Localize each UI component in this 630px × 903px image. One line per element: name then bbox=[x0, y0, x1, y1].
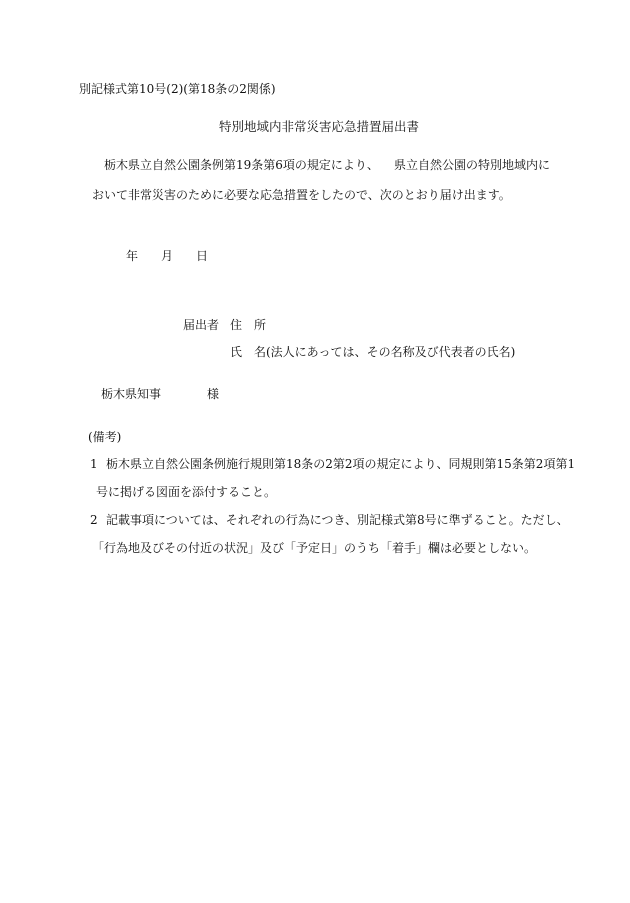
note-2-number: 2 bbox=[90, 513, 98, 527]
note-2-line2: 「行為地及びその付近の状況」及び「予定日」のうち「着手」欄は必要としない。 bbox=[92, 541, 537, 555]
applicant-name-label: 氏 名(法人にあっては、その名称及び代表者の氏名) bbox=[230, 345, 516, 359]
body-text-line1-part1: 栃木県立自然公園条例第19条第6項の規定により、 bbox=[104, 158, 379, 172]
applicant-address-label: 住 所 bbox=[230, 318, 267, 332]
note-2-line1: 記載事項については、それぞれの行為につき、別記様式第8号に準ずること。ただし、 bbox=[106, 513, 569, 527]
date-day-label: 日 bbox=[196, 249, 209, 263]
date-year-label: 年 bbox=[126, 249, 139, 263]
date-month-label: 月 bbox=[161, 249, 174, 263]
body-text-line1-part2: 県立自然公園の特別地域内に bbox=[394, 158, 551, 172]
body-text-line2: おいて非常災害のために必要な応急措置をしたので、次のとおり届け出ます。 bbox=[92, 188, 511, 202]
form-number-header: 別記様式第10号(2)(第18条の2関係) bbox=[79, 82, 276, 96]
notes-heading: (備考) bbox=[88, 430, 122, 444]
addressee-honorific: 様 bbox=[207, 387, 220, 401]
note-1-line2: 号に掲げる図面を添付すること。 bbox=[96, 485, 277, 499]
note-1-number: 1 bbox=[90, 457, 98, 471]
applicant-label: 届出者 bbox=[183, 318, 220, 332]
addressee-governor: 栃木県知事 bbox=[101, 387, 162, 401]
note-1-line1: 栃木県立自然公園条例施行規則第18条の2第2項の規定により、同規則第15条第2項第1 bbox=[106, 457, 576, 471]
form-title: 特別地域内非常災害応急措置届出書 bbox=[219, 119, 420, 134]
